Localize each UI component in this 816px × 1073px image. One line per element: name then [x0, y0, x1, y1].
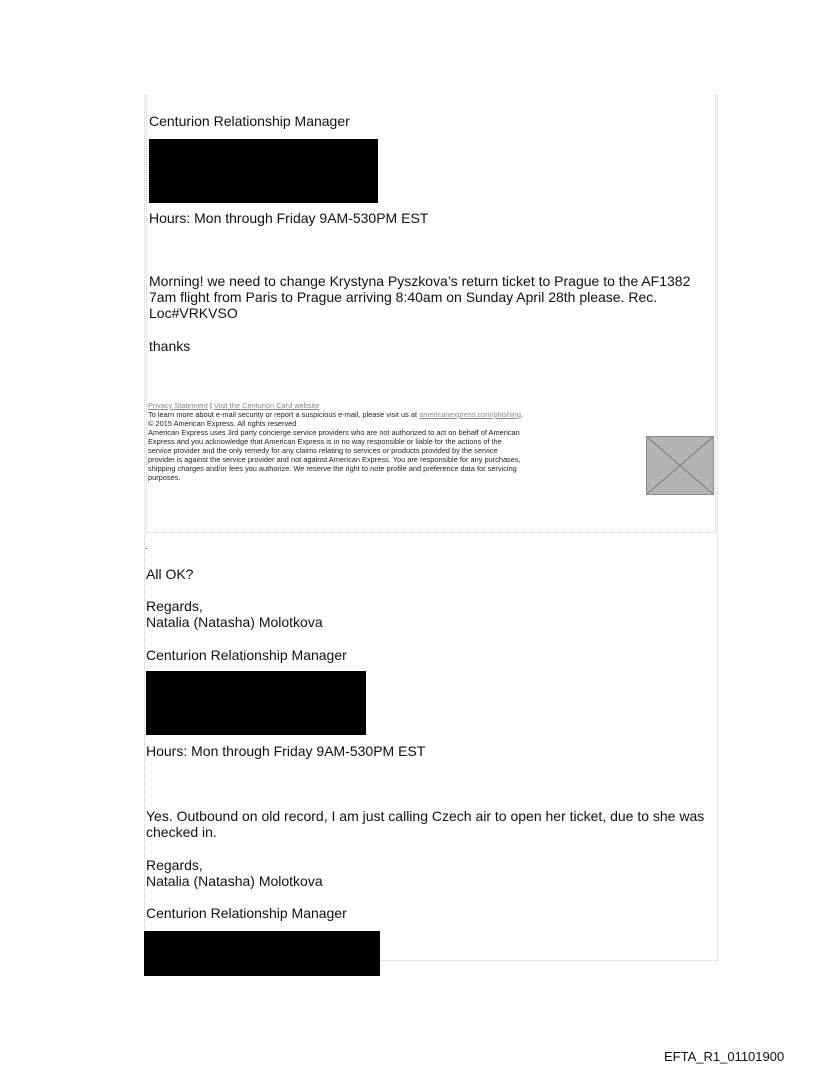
signature-title: Centurion Relationship Manager: [146, 905, 347, 921]
office-hours: Hours: Mon through Friday 9AM-530PM EST: [146, 743, 426, 759]
message-line: checked in.: [146, 824, 217, 840]
broken-image-placeholder-icon: [646, 436, 714, 495]
disclaimer-line: shipping charges and/or fees you authorize. We reserve the right to note profile and preference data for servicing: [148, 464, 517, 473]
phishing-link[interactable]: americanexpress.com/phishing: [419, 410, 521, 419]
disclaimer-line: American Express uses 3rd party concierge service providers who are not authorized to act on behalf of American: [148, 428, 520, 437]
security-text: To learn more about e-mail security or report a suspicious e-mail, please visit us at: [148, 410, 418, 419]
disclaimer-line: Express and you acknowledge that American Express is in no way responsible or liable for the actions of the: [148, 437, 502, 446]
message-line: Loc#VRKVSO: [149, 305, 238, 321]
redaction-block: [149, 139, 378, 203]
office-hours: Hours: Mon through Friday 9AM-530PM EST: [149, 210, 429, 226]
separator-dot: .: [145, 541, 148, 552]
message-line: 7am flight from Paris to Prague arriving 8:40am on Sunday April 28th please. Rec.: [149, 289, 658, 305]
redaction-block: [144, 931, 380, 976]
copyright-text: © 2015 American Express. All rights reserved: [148, 419, 297, 428]
security-text-end: .: [521, 410, 524, 419]
disclaimer-line: service provider and the only remedy for any claims relating to services or products provided by the service: [148, 446, 498, 455]
message-line: Morning! we need to change Krystyna Pyszkova’s return ticket to Prague to the AF1382: [149, 273, 691, 289]
reply-question: All OK?: [146, 566, 194, 582]
redaction-block: [146, 671, 366, 735]
disclaimer-line: purposes.: [148, 473, 181, 482]
footer-links: [148, 401, 319, 410]
security-notice: [148, 410, 648, 419]
signature-title: Centurion Relationship Manager: [146, 647, 347, 663]
thanks-text: thanks: [149, 338, 191, 354]
signature-title: Centurion Relationship Manager: [149, 113, 350, 129]
link-separator: |: [209, 401, 212, 410]
sender-name: Natalia (Natasha) Molotkova: [146, 614, 323, 630]
disclaimer-line: provider is against the service provider and not against American Express. You are responsible for any purchases,: [148, 455, 521, 464]
regards-text: Regards,: [146, 598, 203, 614]
message-line: Yes. Outbound on old record, I am just calling Czech air to open her ticket, due to she was: [146, 808, 705, 824]
document-id: EFTA_R1_01101900: [664, 1049, 785, 1064]
regards-text: Regards,: [146, 857, 203, 873]
sender-name: Natalia (Natasha) Molotkova: [146, 873, 323, 889]
centurion-website-link[interactable]: Visit the Centurion Card website: [213, 401, 320, 410]
privacy-statement-link[interactable]: Privacy Statement: [148, 401, 208, 410]
